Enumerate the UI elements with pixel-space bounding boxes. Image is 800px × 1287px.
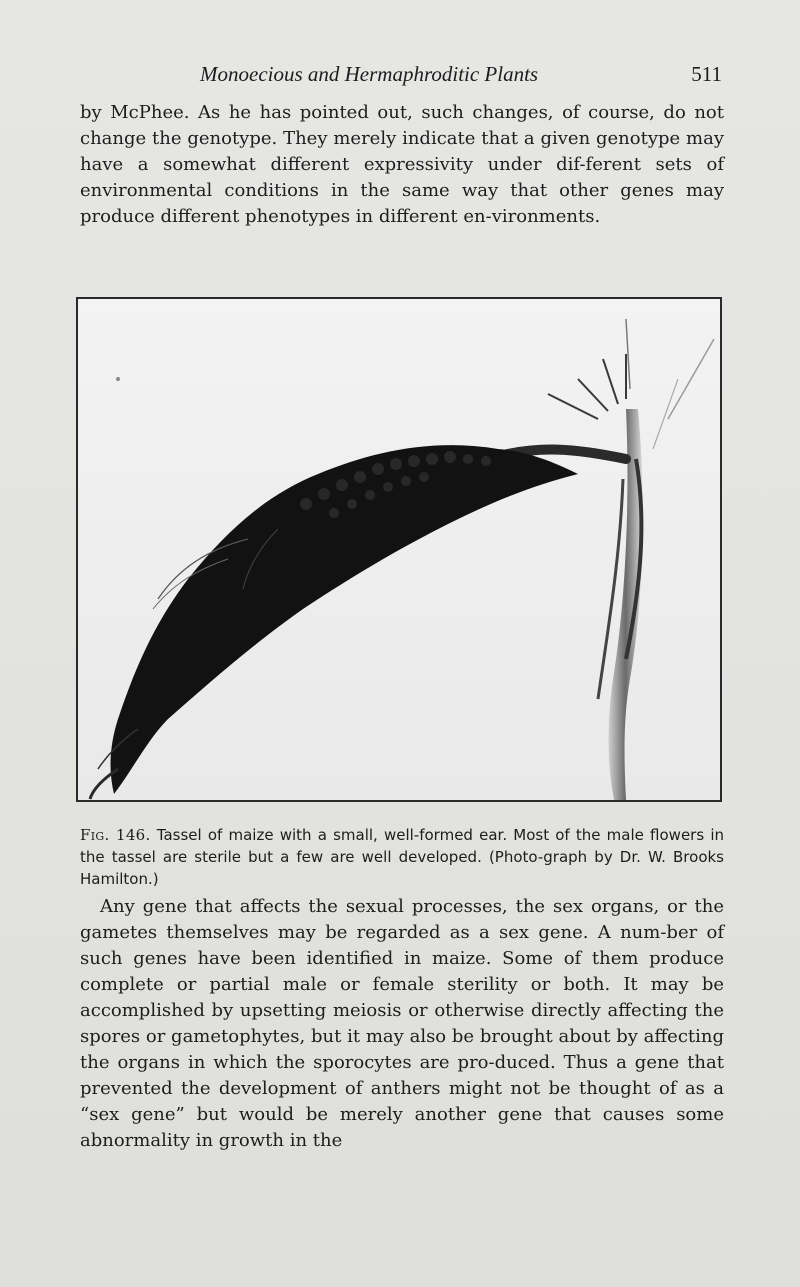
body-paragraph-top: by McPhee. As he has pointed out, such changes, of course, do not change the genotype. They merely indicate that a given genotype may have a somewhat different expressivity under dif-ferent sets of environmental conditions in the same way that other genes may produce different phenotypes in different en-vironments. <box>80 102 724 227</box>
running-title: Monoecious and Hermaphroditic Plants <box>200 62 539 86</box>
body-paragraph-bottom: Any gene that affects the sexual processes, the sex organs, or the gametes themselves may be regarded as a sex gene. A num-ber of such genes have been identified in maize. Some of them produce complete or partial male or female sterility or both. It may be accomplished by upsetting meiosis or otherwise directly affecting the spores or gametophytes, but it may also be brought about by affecting the organs in which the sporocytes are pro-duced. Thus a gene that prevented the development of anthers might not be thought of as a “sex gene” but would be merely another gene that causes some abnormality in growth in the <box>80 896 724 1151</box>
figure-photo-maize-tassel <box>76 297 722 802</box>
page-number: 511 <box>691 62 722 86</box>
figure-label: Fig. 146. <box>80 826 151 844</box>
figure-caption <box>80 824 724 890</box>
maize-tassel-illustration <box>78 299 720 800</box>
running-head <box>80 62 722 92</box>
figure-caption-text: Tassel of maize with a small, well-formed ear. Most of the male flowers in the tassel are sterile but a few are well developed. (Photo-graph by Dr. W. Brooks Hamilton.) <box>80 826 725 888</box>
